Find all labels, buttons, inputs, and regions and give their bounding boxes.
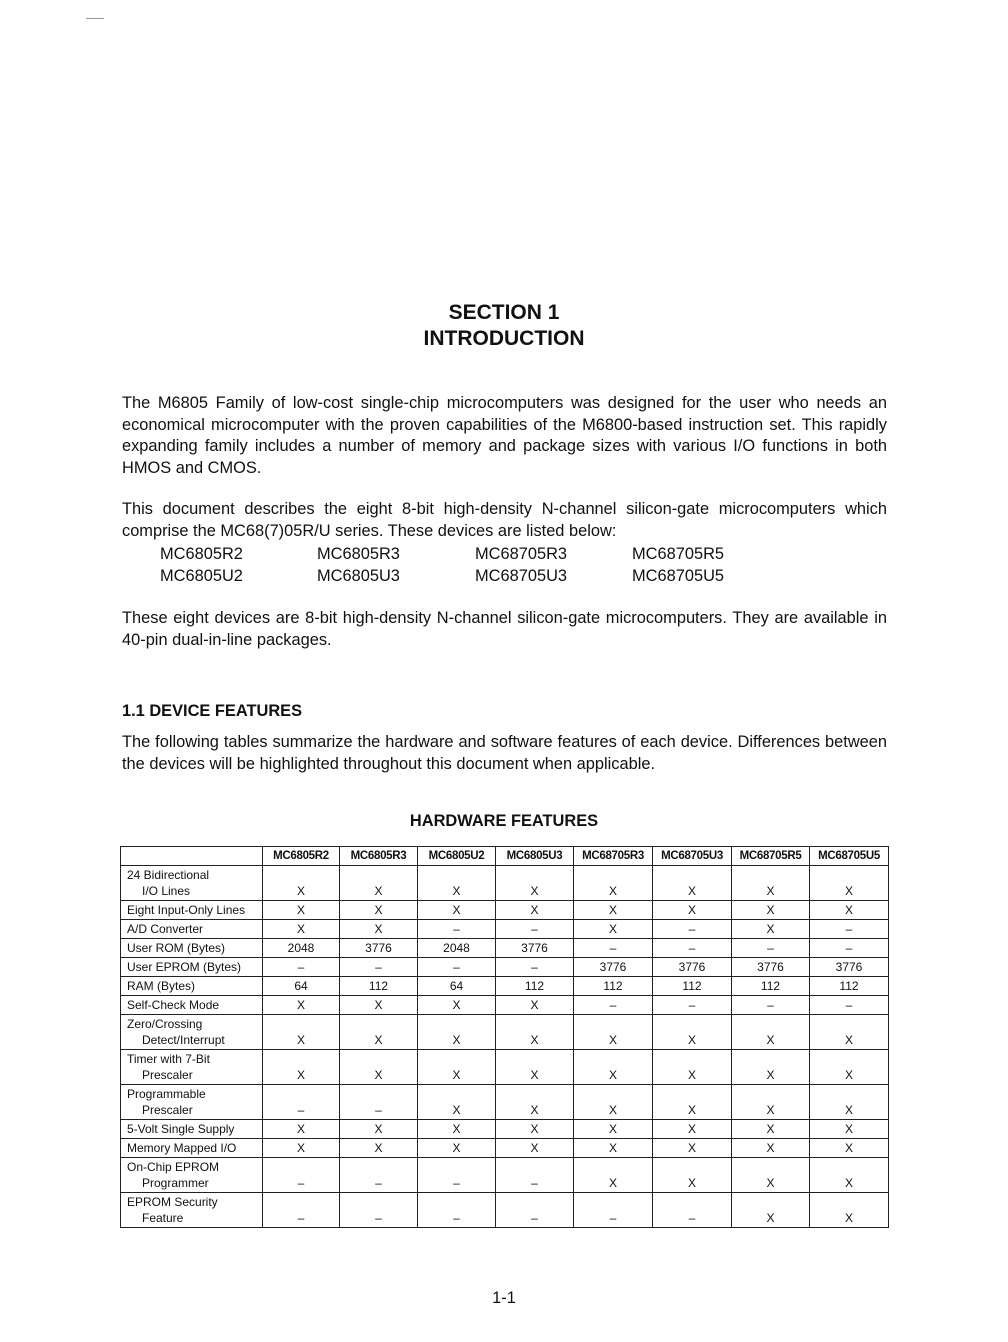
table-row	[121, 1120, 889, 1139]
feature-label	[121, 1085, 263, 1120]
feature-value: X	[340, 1120, 418, 1139]
feature-value: X	[653, 1085, 732, 1120]
feature-label-line: Prescaler	[142, 1103, 193, 1117]
table-row	[121, 866, 889, 901]
feature-label-line: 5-Volt Single Supply	[127, 1122, 235, 1136]
table-row	[121, 977, 889, 996]
feature-label-line: Detect/Interrupt	[142, 1033, 225, 1047]
feature-label-line: Self-Check Mode	[127, 998, 220, 1012]
feature-value: –	[263, 1193, 340, 1228]
feature-value: –	[418, 958, 496, 977]
feature-label	[121, 958, 263, 977]
feature-value: –	[653, 996, 732, 1015]
feature-value: X	[263, 866, 340, 901]
feature-value: X	[810, 866, 889, 901]
feature-value: X	[496, 1139, 574, 1158]
table-body	[121, 866, 889, 1228]
subsection-title: 1.1 DEVICE FEATURES	[122, 702, 303, 720]
feature-value: –	[263, 1158, 340, 1193]
feature-value: X	[653, 1139, 732, 1158]
feature-value: X	[340, 1050, 418, 1085]
feature-value: –	[340, 1085, 418, 1120]
feature-value: X	[574, 920, 653, 939]
feature-value: –	[810, 996, 889, 1015]
feature-value: X	[574, 1015, 653, 1050]
feature-value: X	[810, 1085, 889, 1120]
feature-value: X	[732, 1085, 810, 1120]
feature-value: 3776	[496, 939, 574, 958]
feature-label-line: Zero/Crossing	[127, 1017, 203, 1031]
feature-value: 112	[340, 977, 418, 996]
feature-value: X	[574, 901, 653, 920]
feature-label-line: On-Chip EPROM	[127, 1160, 220, 1174]
feature-value: X	[653, 901, 732, 920]
column-header: MC68705R3	[574, 847, 653, 866]
feature-value: X	[732, 1193, 810, 1228]
feature-value: 112	[574, 977, 653, 996]
feature-value: X	[496, 1050, 574, 1085]
feature-value: X	[810, 901, 889, 920]
feature-label	[121, 1139, 263, 1158]
device-row	[160, 544, 860, 566]
feature-value: X	[496, 1015, 574, 1050]
table-row	[121, 1085, 889, 1120]
features-paragraph: The following tables summarize the hardware and software features of each device. Differences between the devices will be highlighted throughout this document when applicable.	[122, 733, 887, 773]
feature-value: X	[653, 1015, 732, 1050]
feature-value: X	[340, 996, 418, 1015]
feature-value: X	[574, 1120, 653, 1139]
feature-value: X	[496, 996, 574, 1015]
feature-value: X	[653, 866, 732, 901]
section-heading	[0, 300, 1008, 352]
feature-value: 3776	[340, 939, 418, 958]
feature-value: X	[732, 1120, 810, 1139]
feature-value: X	[340, 920, 418, 939]
feature-value: X	[732, 1015, 810, 1050]
feature-value: X	[810, 1050, 889, 1085]
feature-value: X	[418, 1139, 496, 1158]
corner-header-cell	[121, 847, 263, 866]
feature-label	[121, 996, 263, 1015]
feature-label-line: User EPROM (Bytes)	[127, 960, 242, 974]
feature-value: –	[574, 996, 653, 1015]
feature-value: X	[574, 1158, 653, 1193]
section-title: INTRODUCTION	[423, 327, 585, 350]
feature-value: –	[263, 958, 340, 977]
feature-label	[121, 920, 263, 939]
feature-value: 3776	[810, 958, 889, 977]
corner-rule	[86, 18, 104, 19]
feature-value: –	[653, 920, 732, 939]
feature-label-line: Feature	[142, 1211, 184, 1225]
table-row	[121, 958, 889, 977]
intro-paragraph: The M6805 Family of low-cost single-chip microcomputers was designed for the user who needs an economical microcomputer with the proven capabilities of the M6800-based instruction set. This rapidly expanding family includes a number of memory and package sizes with various I/O functions in both HMOS and CMOS.	[122, 394, 887, 477]
feature-value: –	[418, 920, 496, 939]
feature-value: 2048	[418, 939, 496, 958]
feature-value: –	[810, 920, 889, 939]
device-row	[160, 566, 860, 588]
feature-value: 112	[732, 977, 810, 996]
table-row	[121, 1050, 889, 1085]
feature-value: X	[418, 1050, 496, 1085]
feature-label-line: RAM (Bytes)	[127, 979, 196, 993]
column-header: MC68705U5	[810, 847, 889, 866]
device-name: MC6805U2	[160, 566, 243, 585]
feature-value: –	[418, 1158, 496, 1193]
feature-value: –	[574, 939, 653, 958]
column-header: MC68705U3	[653, 847, 732, 866]
feature-value: X	[574, 1139, 653, 1158]
feature-value: X	[653, 1158, 732, 1193]
table-row	[121, 1158, 889, 1193]
feature-value: X	[732, 866, 810, 901]
feature-value: 112	[653, 977, 732, 996]
feature-value: X	[810, 1193, 889, 1228]
feature-value: –	[732, 996, 810, 1015]
feature-label	[121, 1120, 263, 1139]
feature-value: 112	[810, 977, 889, 996]
feature-value: –	[496, 1193, 574, 1228]
feature-value: –	[340, 1193, 418, 1228]
feature-label-line: EPROM Security	[127, 1195, 218, 1209]
feature-value: X	[496, 866, 574, 901]
feature-value: X	[732, 1050, 810, 1085]
column-header: MC6805R2	[263, 847, 340, 866]
feature-label-line: A/D Converter	[127, 922, 204, 936]
feature-value: –	[418, 1193, 496, 1228]
feature-label	[121, 1193, 263, 1228]
feature-value: –	[496, 1158, 574, 1193]
feature-value: X	[340, 1139, 418, 1158]
feature-value: X	[496, 1085, 574, 1120]
feature-value: 2048	[263, 939, 340, 958]
table-row	[121, 939, 889, 958]
feature-label-line: Programmer	[142, 1176, 209, 1190]
hardware-features-table	[120, 846, 889, 1228]
device-name: MC6805R3	[317, 545, 400, 563]
feature-value: X	[340, 1015, 418, 1050]
feature-label	[121, 1015, 263, 1050]
feature-label	[121, 866, 263, 901]
feature-value: X	[263, 901, 340, 920]
table-row	[121, 1193, 889, 1228]
feature-label-line: Prescaler	[142, 1068, 193, 1082]
feature-value: X	[263, 996, 340, 1015]
feature-value: X	[340, 901, 418, 920]
feature-value: 64	[418, 977, 496, 996]
feature-value: X	[263, 1015, 340, 1050]
feature-value: X	[574, 1085, 653, 1120]
feature-label	[121, 1158, 263, 1193]
feature-value: 64	[263, 977, 340, 996]
column-header: MC6805U2	[418, 847, 496, 866]
feature-value: 3776	[574, 958, 653, 977]
feature-value: X	[263, 1139, 340, 1158]
feature-value: X	[340, 866, 418, 901]
device-list	[160, 544, 860, 587]
feature-value: –	[263, 1085, 340, 1120]
description-paragraph: This document describes the eight 8-bit high-density N-channel silicon-gate microcomputers which comprise the MC68(7)05R/U series. These devices are listed below:	[122, 500, 887, 540]
feature-value: X	[653, 1120, 732, 1139]
feature-label	[121, 977, 263, 996]
table-row	[121, 1139, 889, 1158]
column-header: MC68705R5	[732, 847, 810, 866]
feature-value: X	[732, 901, 810, 920]
device-name: MC68705R5	[632, 545, 725, 563]
table-row	[121, 1015, 889, 1050]
column-header: MC6805R3	[340, 847, 418, 866]
feature-label-line: I/O Lines	[142, 884, 191, 898]
feature-value: X	[418, 866, 496, 901]
feature-value: –	[340, 958, 418, 977]
page-number: 1-1	[492, 1289, 516, 1307]
feature-value: X	[732, 1139, 810, 1158]
feature-value: 112	[496, 977, 574, 996]
feature-value: X	[574, 1050, 653, 1085]
feature-label-line: Programmable	[127, 1087, 206, 1101]
device-name: MC68705U5	[632, 566, 725, 585]
feature-value: X	[263, 1050, 340, 1085]
table-header-row	[121, 847, 889, 866]
section-label: SECTION 1	[448, 301, 560, 324]
feature-label-line: Timer with 7-Bit	[127, 1052, 210, 1066]
table-title: HARDWARE FEATURES	[409, 812, 599, 830]
feature-label	[121, 939, 263, 958]
feature-value: X	[418, 1085, 496, 1120]
feature-value: X	[263, 920, 340, 939]
feature-value: –	[496, 920, 574, 939]
feature-value: 3776	[732, 958, 810, 977]
feature-value: –	[653, 1193, 732, 1228]
feature-value: X	[418, 996, 496, 1015]
feature-value: –	[340, 1158, 418, 1193]
packaging-paragraph: These eight devices are 8-bit high-density N-channel silicon-gate microcomputers. They are available in 40-pin dual-in-line packages.	[122, 609, 887, 649]
feature-value: X	[810, 1015, 889, 1050]
feature-label-line: User ROM (Bytes)	[127, 941, 226, 955]
device-name: MC6805U3	[317, 566, 400, 585]
feature-label-line: Memory Mapped I/O	[127, 1141, 237, 1155]
feature-value: X	[653, 1050, 732, 1085]
feature-value: –	[653, 939, 732, 958]
feature-value: –	[732, 939, 810, 958]
feature-value: –	[810, 939, 889, 958]
feature-value: X	[574, 866, 653, 901]
feature-value: X	[418, 1120, 496, 1139]
table-row	[121, 920, 889, 939]
feature-value: –	[574, 1193, 653, 1228]
feature-label	[121, 901, 263, 920]
feature-label-line: 24 Bidirectional	[127, 868, 210, 882]
feature-value: X	[732, 1158, 810, 1193]
feature-value: 3776	[653, 958, 732, 977]
feature-value: X	[810, 1139, 889, 1158]
feature-value: X	[810, 1120, 889, 1139]
device-name: MC6805R2	[160, 545, 243, 563]
column-header: MC6805U3	[496, 847, 574, 866]
feature-value: X	[732, 920, 810, 939]
device-name: MC68705U3	[475, 566, 568, 585]
device-name: MC68705R3	[475, 545, 568, 563]
feature-value: X	[496, 1120, 574, 1139]
table-row	[121, 996, 889, 1015]
feature-value: X	[263, 1120, 340, 1139]
feature-value: X	[496, 901, 574, 920]
feature-value: X	[810, 1158, 889, 1193]
feature-label	[121, 1050, 263, 1085]
feature-value: X	[418, 901, 496, 920]
feature-value: –	[496, 958, 574, 977]
table-row	[121, 901, 889, 920]
feature-label-line: Eight Input-Only Lines	[127, 903, 246, 917]
feature-value: X	[418, 1015, 496, 1050]
